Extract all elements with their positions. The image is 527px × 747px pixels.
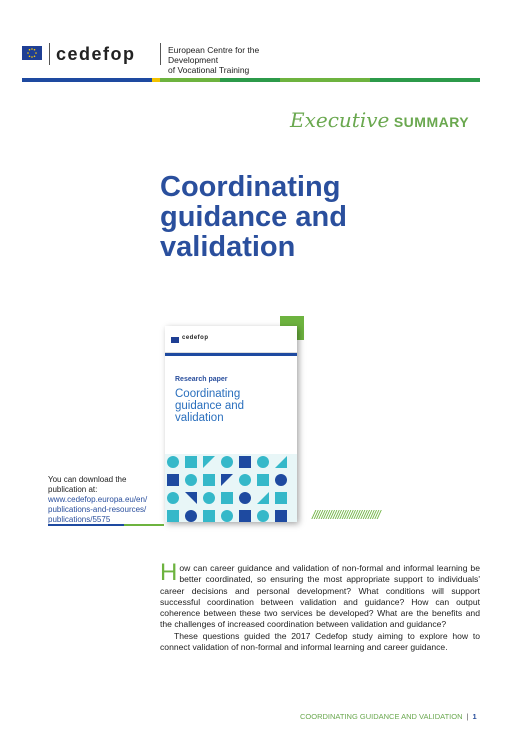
download-link[interactable]: publications-and-resources/ (48, 505, 147, 514)
footer-divider: | (466, 712, 469, 721)
section-label (290, 108, 469, 132)
download-link[interactable]: www.cedefop.europa.eu/en/ (48, 495, 148, 504)
cover-pattern (165, 454, 297, 522)
paragraph-text: ow can career guidance and validation of non-formal and informal learning be better coordinated, so ensuring the most appropriate support to individuals' career decisions and personal development? What conditions will support successful coordination between validation and guidance? How can output coherence between these two services be developed? What are the benefits and the challenges of increased coordination between validation and guidance? (160, 563, 480, 630)
agency-line: European Centre for the Development (168, 45, 260, 65)
title-line: Coordinating (160, 171, 341, 203)
download-note (48, 475, 168, 525)
header-stripe (22, 78, 152, 82)
page-number: 1 (472, 712, 477, 721)
header-stripe (220, 78, 280, 82)
header-stripe (152, 78, 160, 82)
cover-logo: cedefop (182, 335, 209, 341)
page-footer (300, 712, 477, 721)
header-divider (160, 43, 161, 65)
header-divider (49, 43, 50, 65)
divider-line (124, 524, 164, 526)
cover-title-line: guidance and (175, 400, 245, 412)
agency-line: of Vocational Training (168, 65, 250, 75)
cover-title-line: validation (175, 412, 224, 424)
drop-cap: H (160, 559, 178, 586)
title-line: guidance and (160, 201, 347, 233)
download-text: publication at: (48, 485, 98, 494)
section-label-bold: SUMMARY (393, 114, 470, 130)
cover-stripe (165, 353, 297, 356)
agency-name (168, 45, 308, 75)
eu-flag-icon (171, 337, 179, 343)
section-label-script: Executive (290, 108, 390, 132)
footer-label: COORDINATING GUIDANCE AND VALIDATION (300, 712, 463, 721)
download-text: You can download the (48, 475, 127, 484)
title-line: validation (160, 231, 296, 263)
download-link[interactable]: publications/5575 (48, 515, 111, 524)
cover-title-line: Coordinating (175, 388, 241, 400)
header-stripe (280, 78, 370, 82)
page-title (160, 172, 490, 262)
eu-flag-icon (22, 46, 42, 60)
cover-header (165, 326, 297, 353)
paragraph (160, 559, 480, 631)
cover-title (175, 388, 290, 424)
header-stripe (160, 78, 220, 82)
cover-kicker: Research paper (175, 376, 228, 383)
paragraph: These questions guided the 2017 Cedefop study aiming to explore how to connect validation of non-formal and informal learning and career guidance. (160, 630, 480, 653)
body-text (160, 559, 480, 653)
decorative-hatch: ///////////////////////////// (312, 508, 380, 522)
cedefop-logo: cedefop (56, 44, 136, 64)
header-stripe (370, 78, 480, 82)
publication-cover (165, 326, 297, 522)
